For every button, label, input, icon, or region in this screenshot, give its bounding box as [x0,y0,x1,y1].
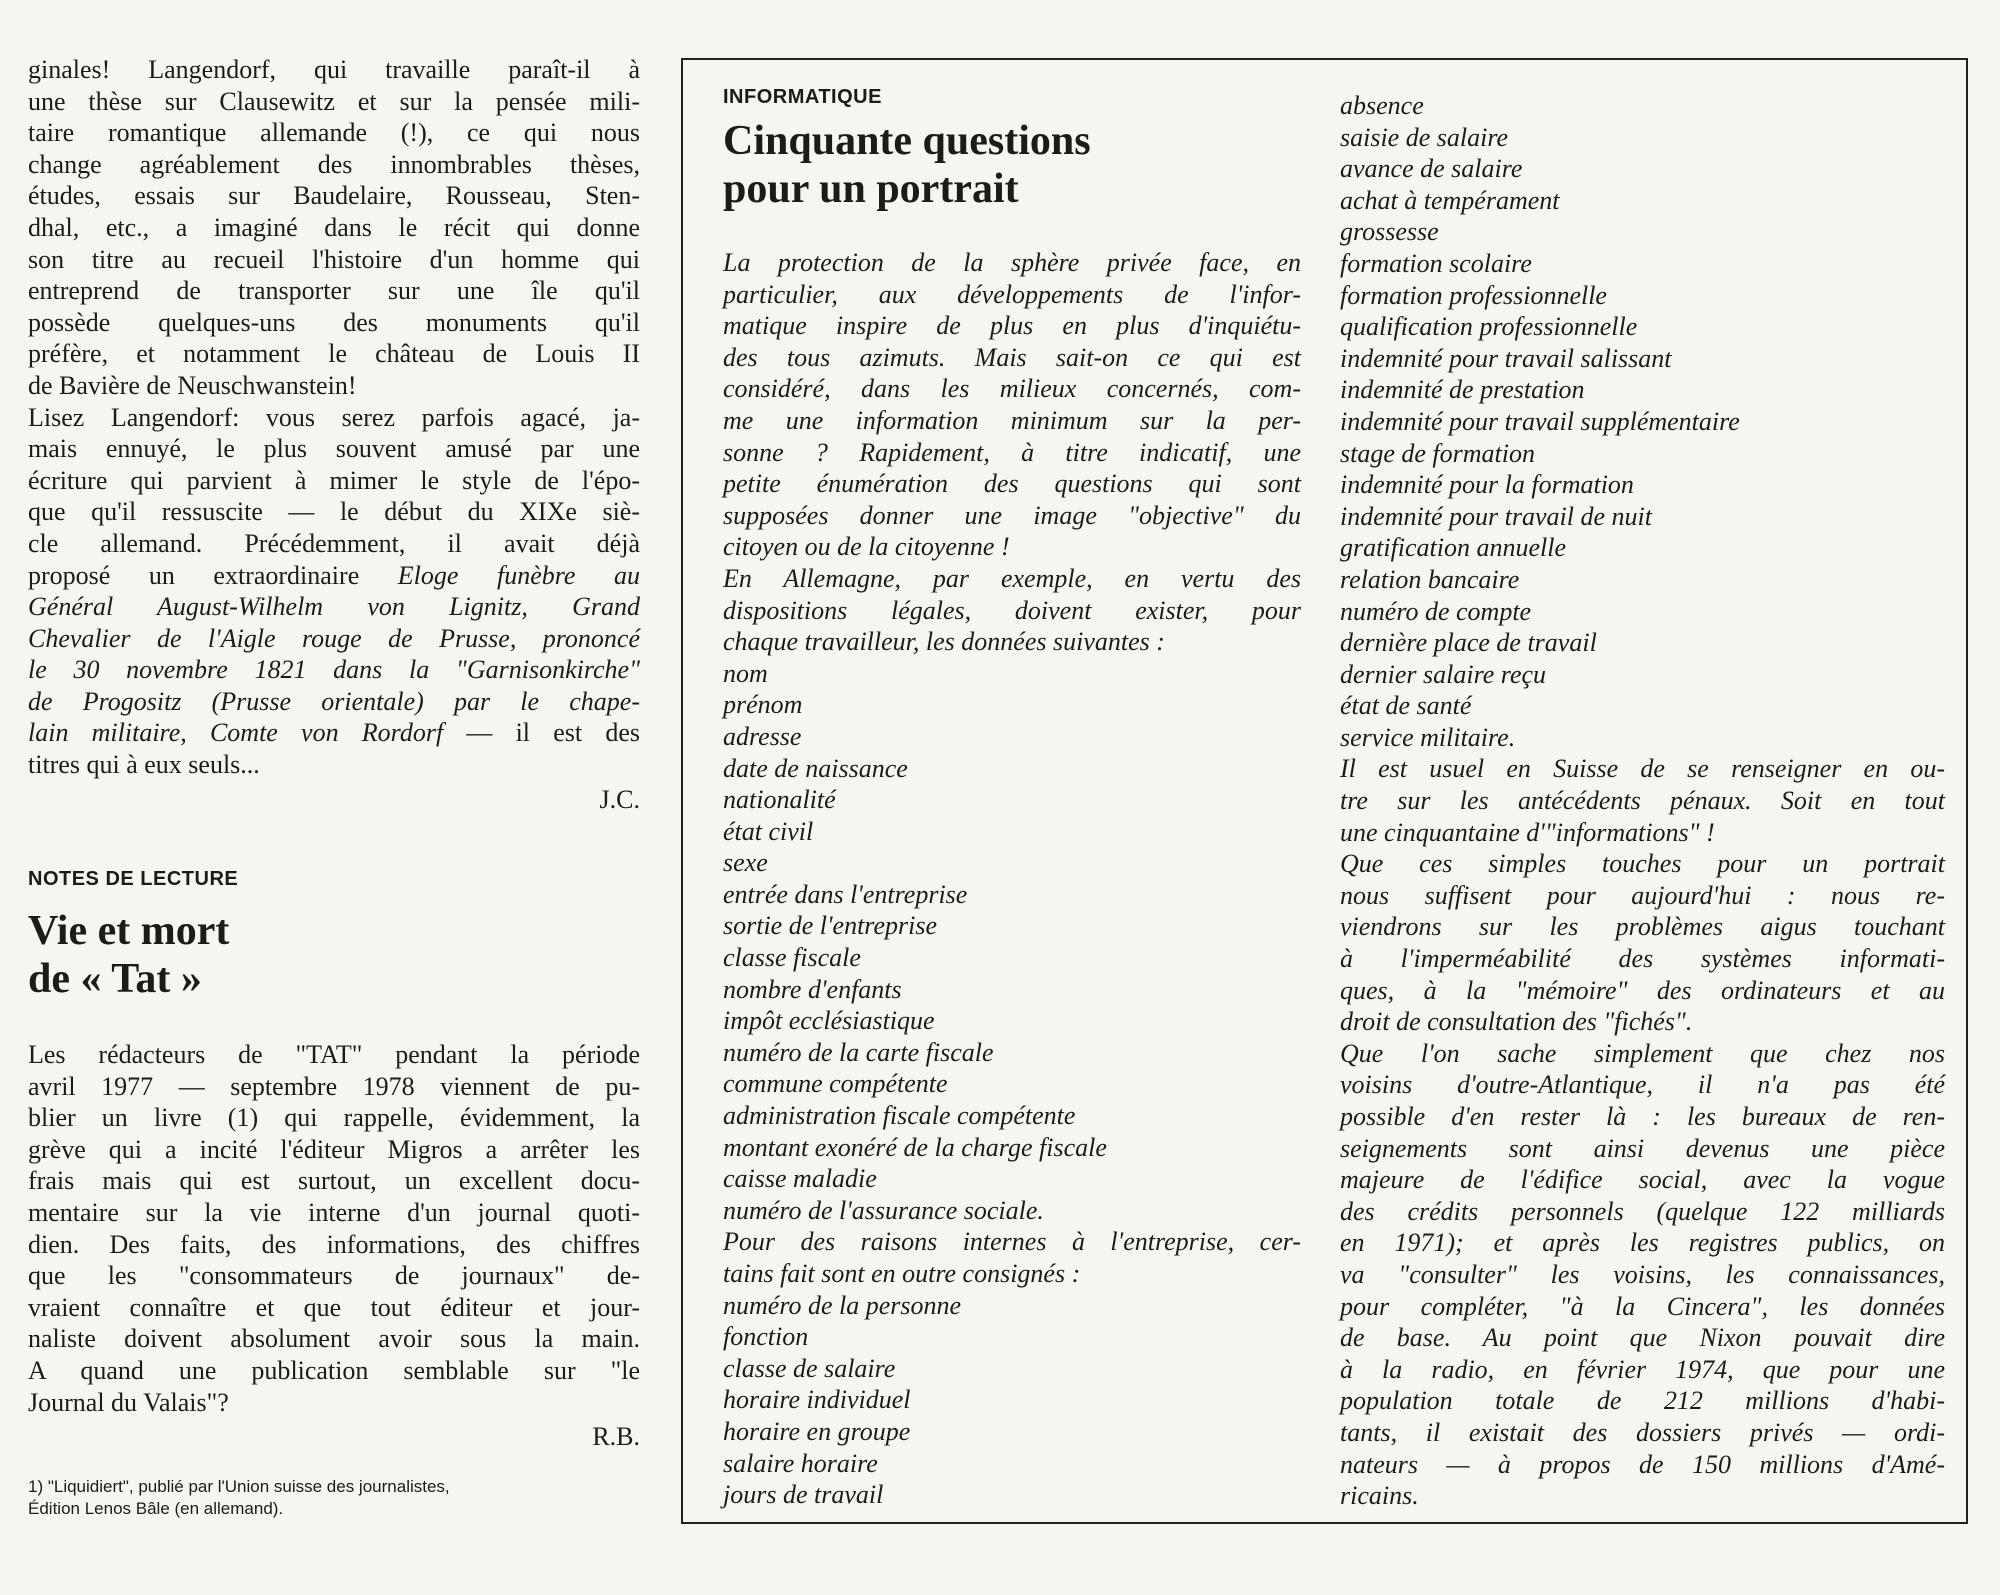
data-item: formation professionnelle [1340,280,1607,310]
text-line: tre sur les antécédents pénaux. Soit en tout [1340,786,1945,816]
text-line [28,560,640,592]
text-line: possède quelques-uns des monuments qu'il [28,307,640,337]
text-line: tains fait sont en outre consignés : [723,1259,1081,1288]
text-run: proposé un extraordinaire [28,560,398,590]
informatique-box [681,58,1968,1524]
box-kicker: INFORMATIQUE [723,86,882,108]
text-line: entreprend de transporter sur une île qu'il [28,276,640,306]
text-line: préfère, et notamment le château de Louis II [28,339,640,369]
data-item: horaire individuel [723,1385,911,1415]
data-item: nationalité [723,785,836,815]
data-item: numéro de l'assurance sociale. [723,1195,1044,1225]
text-line: petite énumération des questions qui sont [723,469,1301,499]
text-line: titres qui à eux seuls... [28,750,260,780]
text-line: à l'imperméabilité des systèmes informati- [1340,944,1945,974]
text-line: possible d'en rester là : les bureaux de ren- [1340,1102,1945,1131]
data-item: gratification annuelle [1340,533,1567,563]
footnote-line-2: Édition Lenos Bâle (en allemand). [28,1499,284,1519]
data-item: indemnité pour travail de nuit [1340,501,1652,531]
data-list-c [1340,90,1945,753]
text-line: une thèse sur Clausewitz et sur la pensée mili- [28,86,640,116]
text-line: droit de consultation des "fichés". [1340,1007,1693,1037]
data-item: commune compétente [723,1069,948,1099]
data-item: dernière place de travail [1340,628,1597,658]
data-item: numéro de compte [1340,596,1532,626]
text-line: Général August-Wilhelm von Lignitz, Grand [28,592,640,622]
data-item: dernier salaire reçu [1340,659,1547,689]
data-item: indemnité pour travail salissant [1340,343,1672,373]
title-line-2: de « Tat » [28,956,202,1002]
text-line: en 1971); et après les registres publics, on [1340,1228,1945,1258]
data-item: sortie de l'entreprise [723,911,938,941]
box-right-column [1340,90,1945,1512]
text-line: matique inspire de plus en plus d'inquiétu- [723,311,1301,341]
data-item: horaire en groupe [723,1416,911,1446]
text-line: frais mais qui est surtout, un excellent docu- [28,1166,640,1196]
text-line [28,717,640,749]
text-line: chaque travailleur, les données suivantes : [723,627,1165,657]
data-item: impôt ecclésiastique [723,1006,935,1036]
data-item: numéro de la carte fiscale [723,1037,994,1067]
data-item: indemnité de prestation [1340,375,1585,405]
text-line: A quand une publication semblable sur "le [28,1355,640,1385]
text-line: taire romantique allemande (!), ce qui nous [28,118,640,148]
data-item: numéro de la personne [723,1290,962,1320]
text-line: écriture qui parvient à mimer le style de l'épo- [28,465,640,495]
italic-run: lain militaire, Comte von Rordorf [28,718,467,748]
text-line: de Progositz (Prusse orientale) par le chape- [28,686,640,716]
data-item: indemnité pour la formation [1340,470,1634,500]
text-line: mentaire sur la vie interne d'un journal quoti- [28,1197,640,1227]
text-line: population totale de 212 millions d'habi- [1340,1386,1945,1416]
data-item: administration fiscale compétente [723,1101,1076,1131]
text-line: supposées donner une image "objective" du [723,500,1301,530]
text-line: particulier, aux développements de l'infor- [723,279,1301,309]
data-item: indemnité pour travail supplémentaire [1340,406,1740,436]
footnote-line-1: 1) "Liquidiert", publié par l'Union suisse des journalistes, [28,1477,450,1497]
data-item: avance de salaire [1340,154,1523,184]
text-line: ricains. [1340,1481,1419,1511]
data-item: qualification professionnelle [1340,312,1638,342]
footnote [28,1476,640,1520]
data-item: grossesse [1340,217,1439,247]
data-item: achat à tempérament [1340,185,1560,215]
data-item: fonction [723,1322,809,1352]
box-title-line-2: pour un portrait [723,166,1019,212]
data-list-b [723,1290,1301,1511]
data-item: jours de travail [723,1480,884,1510]
text-line: son titre au recueil l'histoire d'un homme qui [28,244,640,274]
text-line: des crédits personnels (quelque 122 milliards [1340,1196,1945,1226]
text-line: tants, il existait des dossiers privés — ordi- [1340,1417,1945,1447]
text-run: — il est des [466,718,640,748]
text-line: des tous azimuts. Mais sait-on ce qui est [723,342,1301,372]
text-line: nous suffisent pour aujourd'hui : nous re- [1340,880,1945,910]
data-item: état civil [723,816,814,846]
data-item: adresse [723,721,802,751]
section-kicker: NOTES DE LECTURE [28,868,239,890]
data-item: date de naissance [723,753,908,783]
text-line: seignements sont ainsi devenus une pièce [1340,1133,1945,1163]
article-title [28,907,640,1003]
text-line: que les "consommateurs de journaux" de- [28,1261,640,1291]
text-line: considéré, dans les milieux concernés, com- [723,374,1301,404]
data-item: sexe [723,848,768,878]
text-line: que qu'il ressuscite — le début du XIXe siè- [28,497,640,527]
data-item: classe de salaire [723,1353,896,1383]
text-line: cle allemand. Précédemment, il avait déjà [28,528,640,558]
text-line: voisins d'outre-Atlantique, il n'a pas été [1340,1070,1945,1100]
box-left-column [723,72,1301,1511]
review-signature: J.C. [599,784,640,814]
review-paragraph-2 [28,402,640,781]
text-line: me une information minimum sur la per- [723,405,1301,435]
text-line: Pour des raisons internes à l'entreprise, cer- [723,1227,1301,1257]
review-paragraph-1 [28,54,640,402]
box-mid-paragraph [723,1226,1301,1289]
title-line-1: Vie et mort [28,908,230,954]
italic-run: Eloge funèbre au [397,560,641,590]
text-line: de Bavière de Neuschwanstein! [28,370,357,400]
text-line: citoyen ou de la citoyenne ! [723,532,1010,562]
data-item: montant exonéré de la charge fiscale [723,1132,1107,1162]
text-line: études, essais sur Baudelaire, Rousseau, Sten- [28,181,640,211]
text-line: vraient connaître et que tout éditeur et jour- [28,1292,640,1322]
text-line: Journal du Valais"? [28,1387,229,1417]
data-item: caisse maladie [723,1164,877,1194]
text-line: à la radio, en février 1974, que pour une [1340,1354,1945,1384]
notes-body [28,1039,640,1418]
text-line: naliste doivent absolument avoir sous la main. [28,1324,640,1354]
data-item: saisie de salaire [1340,122,1509,152]
text-line: change agréablement des innombrables thèses, [28,149,640,179]
data-item: stage de formation [1340,438,1535,468]
text-line: blier un livre (1) qui rappelle, évidemment, la [28,1103,640,1133]
data-item: salaire horaire [723,1448,878,1478]
box-closing-paragraph [1340,753,1945,1511]
data-item: service militaire. [1340,722,1516,752]
text-line: va "consulter" les voisins, les connaissances, [1340,1259,1945,1289]
text-line: Il est usuel en Suisse de se renseigner en ou- [1340,754,1945,784]
data-item: prénom [723,690,803,720]
notes-de-lecture-article [28,868,640,1520]
text-line: La protection de la sphère privée face, en [723,248,1301,277]
data-item: nom [723,658,768,688]
text-line: ques, à la "mémoire" des ordinateurs et au [1340,975,1945,1005]
text-line: avril 1977 — septembre 1978 viennent de pu- [28,1071,640,1101]
box-title [723,117,1301,213]
text-line: ginales! Langendorf, qui travaille paraît-il à [28,55,640,84]
text-line: de base. Au point que Nixon pouvait dire [1340,1323,1945,1353]
text-line: nateurs — à propos de 150 millions d'Amé- [1340,1449,1945,1479]
text-line: pour compléter, "à la Cincera", les données [1340,1291,1945,1321]
data-item: formation scolaire [1340,248,1532,278]
text-line: Lisez Langendorf: vous serez parfois agacé, ja- [28,402,640,432]
text-line: sonne ? Rapidement, à titre indicatif, une [723,437,1301,467]
text-line: Chevalier de l'Aigle rouge de Prusse, prononcé [28,623,640,653]
box-intro [723,247,1301,658]
data-item: nombre d'enfants [723,974,902,1004]
box-title-line-1: Cinquante questions [723,118,1091,164]
data-item: entrée dans l'entreprise [723,879,968,909]
text-line: dien. Des faits, des informations, des chiffres [28,1229,640,1259]
text-line: Que ces simples touches pour un portrait [1340,849,1945,879]
text-line: grève qui a incité l'éditeur Migros a arrêter les [28,1134,640,1164]
text-line: le 30 novembre 1821 dans la "Garnisonkirche" [28,655,640,685]
text-line: En Allemagne, par exemple, en vertu des [723,563,1301,593]
text-line: viendrons sur les problèmes aigus touchant [1340,912,1945,942]
text-line: dhal, etc., a imaginé dans le récit qui donne [28,212,640,242]
text-line: une cinquantaine d'"informations" ! [1340,817,1715,847]
notes-signature: R.B. [592,1422,640,1452]
review-continuation [28,54,640,815]
data-list-a [723,658,1301,1227]
text-line: Les rédacteurs de "TAT" pendant la période [28,1040,640,1069]
data-item: relation bancaire [1340,564,1520,594]
data-item: absence [1340,91,1424,120]
text-line: mais ennuyé, le plus souvent amusé par une [28,434,640,464]
text-line: Que l'on sache simplement que chez nos [1340,1038,1945,1068]
text-line: dispositions légales, doivent exister, pour [723,595,1301,625]
data-item: classe fiscale [723,943,861,973]
data-item: état de santé [1340,691,1472,721]
text-line: majeure de l'édifice social, avec la vogue [1340,1165,1945,1195]
